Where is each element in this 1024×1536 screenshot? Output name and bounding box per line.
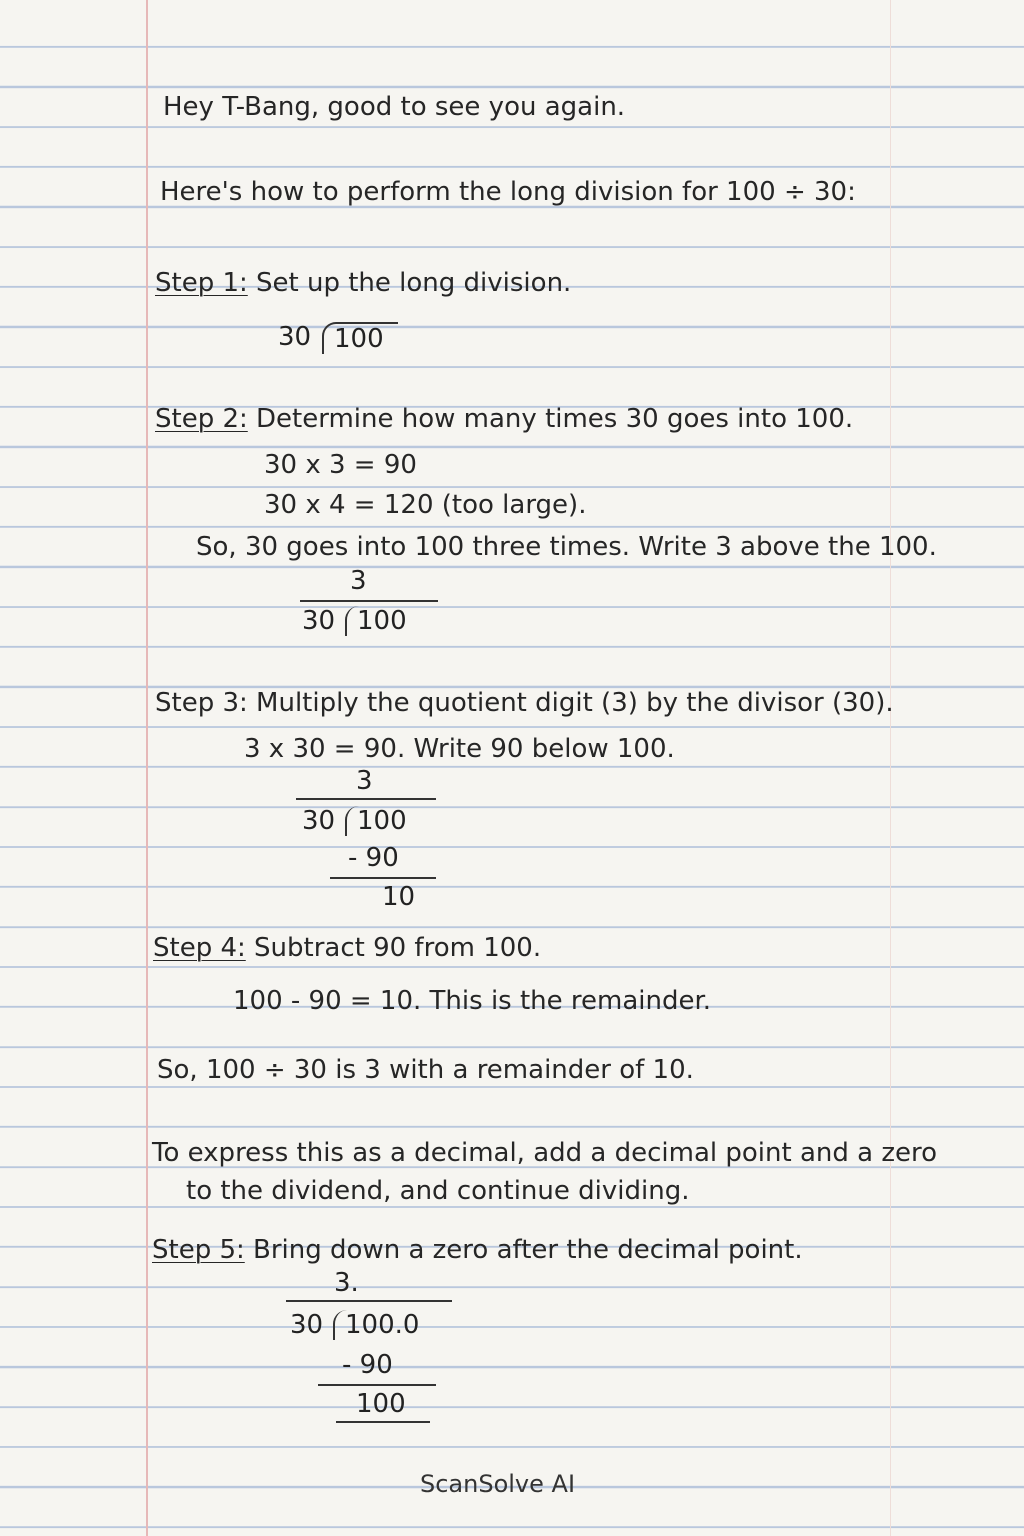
step5-quotient: 3. bbox=[334, 1268, 359, 1298]
step1-heading bbox=[155, 268, 571, 298]
step2-heading bbox=[155, 404, 853, 434]
step5-subtract-bar bbox=[318, 1384, 436, 1386]
step2-label: Step 2: bbox=[155, 404, 248, 434]
step5-heading bbox=[152, 1235, 803, 1265]
step3-line1: 3 x 30 = 90. Write 90 below 100. bbox=[244, 734, 675, 764]
step3-text: Multiply the quotient digit (3) by the divisor (30). bbox=[256, 688, 894, 718]
step3-heading bbox=[155, 688, 894, 718]
step2-quotient-bar bbox=[300, 600, 438, 602]
step5-divisor: 30 bbox=[290, 1310, 324, 1340]
step5-subtract: - 90 bbox=[342, 1350, 393, 1380]
step3-label: Step 3: bbox=[155, 688, 248, 718]
step3-quotient: 3 bbox=[356, 766, 373, 796]
step2-quotient: 3 bbox=[350, 566, 367, 596]
margin-line bbox=[146, 0, 148, 1536]
step3-dividend: 100 bbox=[345, 806, 421, 836]
step1-text: Set up the long division. bbox=[256, 268, 572, 298]
step3-subtract-bar bbox=[330, 877, 436, 879]
step5-text: Bring down a zero after the decimal point. bbox=[253, 1235, 803, 1265]
step1-label: Step 1: bbox=[155, 268, 248, 298]
decimal-note-line2: to the dividend, and continue dividing. bbox=[186, 1176, 690, 1206]
step2-line1: 30 x 3 = 90 bbox=[264, 450, 417, 480]
footer-brand: ScanSolve AI bbox=[420, 1470, 576, 1498]
step4-heading bbox=[153, 933, 541, 963]
step1-divisor: 30 bbox=[278, 322, 312, 352]
step5-label: Step 5: bbox=[152, 1235, 245, 1265]
right-guide-line bbox=[890, 0, 891, 1536]
intro-line: Here's how to perform the long division for 100 ÷ 30: bbox=[160, 177, 856, 207]
step5-dividend: 100.0 bbox=[333, 1310, 433, 1340]
step2-line2: 30 x 4 = 120 (too large). bbox=[264, 490, 587, 520]
step3-result: 10 bbox=[382, 882, 416, 912]
step2-dividend: 100 bbox=[345, 606, 421, 636]
step2-text: Determine how many times 30 goes into 100. bbox=[256, 404, 854, 434]
step5-quotient-bar bbox=[286, 1300, 452, 1302]
summary-line: So, 100 ÷ 30 is 3 with a remainder of 10. bbox=[157, 1055, 694, 1085]
step2-line3: So, 30 goes into 100 three times. Write 3 above the 100. bbox=[196, 532, 937, 562]
step5-result-bar bbox=[336, 1421, 430, 1423]
step4-line1: 100 - 90 = 10. This is the remainder. bbox=[233, 986, 712, 1016]
step2-divisor: 30 bbox=[302, 606, 336, 636]
step3-quotient-bar bbox=[296, 798, 436, 800]
step4-text: Subtract 90 from 100. bbox=[254, 933, 542, 963]
step3-divisor: 30 bbox=[302, 806, 336, 836]
decimal-note-line1: To express this as a decimal, add a decimal point and a zero bbox=[152, 1138, 938, 1168]
step1-dividend: 100 bbox=[322, 322, 398, 354]
step3-subtract: - 90 bbox=[348, 843, 399, 873]
greeting: Hey T-Bang, good to see you again. bbox=[163, 92, 626, 122]
step4-label: Step 4: bbox=[153, 933, 246, 963]
step5-result: 100 bbox=[356, 1389, 406, 1419]
